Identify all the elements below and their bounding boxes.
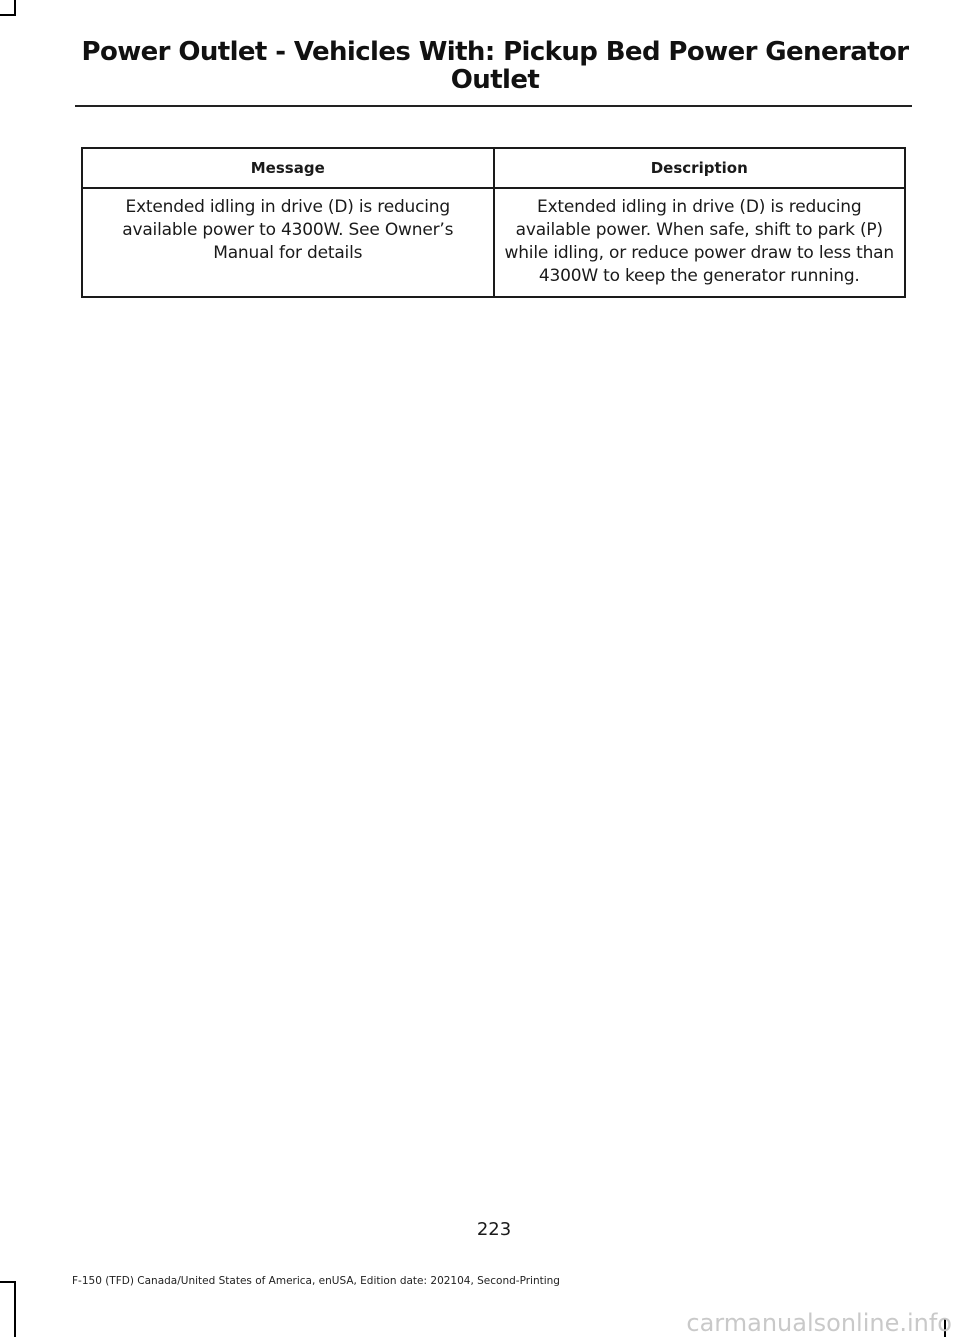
edition-footer: F-150 (TFD) Canada/United States of America, enUSA, Edition date: 202104, Second-Printing: [72, 1275, 560, 1287]
title-divider: [75, 105, 912, 107]
crop-mark-bottom-left-horizontal: [0, 1281, 16, 1283]
crop-mark-top-left-horizontal: [0, 14, 16, 16]
table-row: [82, 188, 905, 297]
page-title: Power Outlet - Vehicles With: Pickup Bed Power Generator Outlet: [81, 37, 909, 95]
crop-mark-bottom-left-vertical: [14, 1281, 16, 1337]
message-cell: Extended idling in drive (D) is reducing available power to 4300W. See Owner’s Manual for details: [82, 188, 494, 297]
column-header-message: Message: [82, 148, 494, 188]
description-cell: Extended idling in drive (D) is reducing available power. When safe, shift to park (P) while idling, or reduce power draw to less than 4300W to keep the generator running.: [494, 188, 906, 297]
column-header-description: Description: [494, 148, 906, 188]
message-table: [81, 147, 906, 298]
watermark: carmanualsonline.info: [686, 1309, 952, 1337]
table-header-row: [82, 148, 905, 188]
page-number: 223: [476, 1219, 512, 1240]
